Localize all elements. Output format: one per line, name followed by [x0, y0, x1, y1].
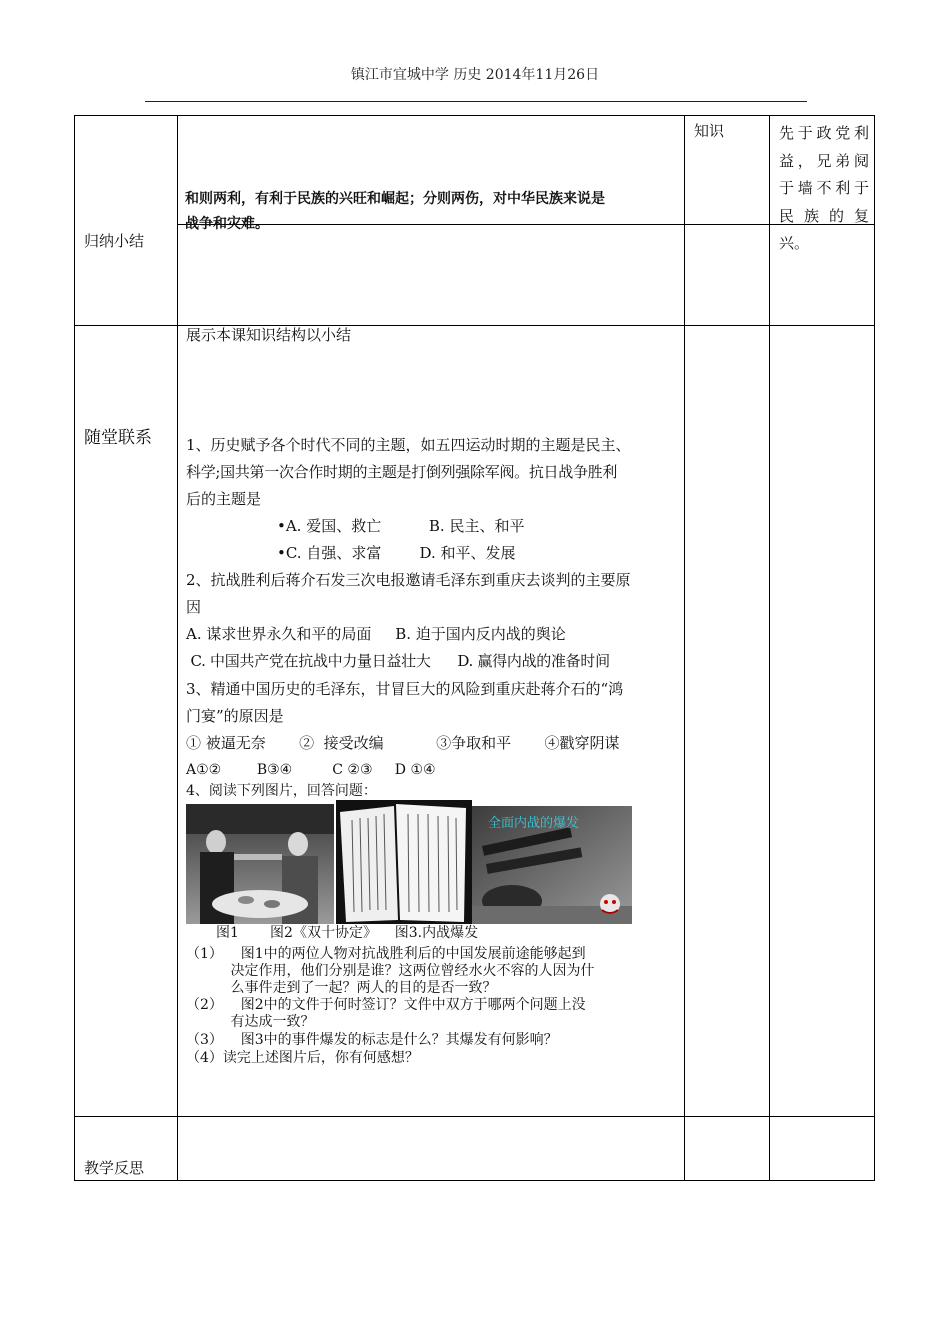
sub-question-2b: 有达成一致？ — [186, 1014, 315, 1030]
sub-question-1a: （1） 图1中的两位人物对抗战胜利后的中国发展前途能够起到 — [186, 946, 586, 962]
q1-options-2: •C. 自强、求富 D. 和平、发展 — [277, 544, 516, 562]
summary-note-line-1: 先于政党利 — [779, 124, 869, 142]
summary-note-line-2: 益，兄弟阋 — [779, 151, 869, 170]
q3-options-1: ① 被逼无奈 ② 接受改编 ③争取和平 ④戳穿阴谋 — [186, 734, 620, 752]
knowledge-label: 知识 — [694, 122, 725, 140]
q1-line-1: 1、历史赋予各个时代不同的主题，如五四运动时期的主题是民主、 — [186, 436, 631, 454]
q2-options-2: C. 中国共产党在抗战中力量日益壮大 D. 赢得内战的准备时间 — [186, 652, 610, 670]
q1-line-2: 科学;国共第一次合作时期的主题是打倒列强除军阀。抗日战争胜利 — [186, 463, 618, 481]
summary-note-line-4: 民 族 的 复 — [779, 206, 869, 225]
q2-options-1: A. 谋求世界永久和平的局面 B. 迫于国内反内战的舆论 — [186, 625, 566, 643]
col-border-left — [74, 115, 75, 1181]
q1-options-1: •A. 爱国、救亡 B. 民主、和平 — [277, 517, 525, 535]
summary-note-line-3: 于墙不利于 — [779, 179, 869, 197]
figure-2-graphic — [336, 800, 472, 924]
q1-line-3: 后的主题是 — [186, 490, 262, 508]
header-text: 镇江市宜城中学 历史 2014年11月26日 — [350, 67, 600, 83]
summary-label: 归纳小结 — [84, 232, 145, 250]
summary-note — [779, 120, 869, 258]
figure-2-document — [336, 800, 472, 924]
figure-3-overlay-title: 全面内战的爆发 — [488, 816, 580, 831]
col-border-3 — [769, 115, 770, 1181]
practice-intro: 展示本课知识结构以小结 — [186, 326, 352, 344]
q3-options-2: A①② B③④ C ②③ D ①④ — [186, 762, 436, 778]
table-top-border — [74, 115, 874, 116]
q2-line-1: 2、抗战胜利后蒋介石发三次电报邀请毛泽东到重庆去谈判的主要原 — [186, 571, 631, 589]
sub-question-1c: 么事件走到了一起？两人的目的是否一致？ — [186, 980, 497, 996]
col-border-right — [874, 115, 875, 1181]
summary-bold-line-2: 战争和灾难。 — [185, 216, 269, 232]
figure-captions: 图1 图2《双十协定》 图3.内战爆发 — [216, 925, 479, 941]
q3-line-1: 3、精通中国历史的毛泽东，甘冒巨大的风险到重庆赴蒋介石的“鸿 — [186, 680, 624, 698]
q2-line-2: 因 — [186, 598, 202, 616]
sub-question-2a: （2） 图2中的文件于何时签订？文件中双方于哪两个问题上没 — [186, 997, 586, 1013]
header-rule — [145, 101, 807, 102]
summary-bold-line-1: 和则两利，有利于民族的兴旺和崛起；分则两伤，对中华民族来说是 — [185, 191, 605, 207]
practice-label: 随堂联系 — [84, 428, 152, 448]
row-divider-2 — [74, 1116, 874, 1117]
figure-1-graphic — [186, 804, 334, 924]
col-border-1 — [177, 115, 178, 1181]
summary-note-line-5: 兴。 — [779, 234, 810, 252]
reflection-label: 教学反思 — [84, 1159, 145, 1177]
sub-question-4: （4）读完上述图片后，你有何感想？ — [186, 1050, 419, 1066]
q4-title: 4、阅读下列图片，回答问题： — [186, 783, 377, 799]
sub-question-1b: 决定作用，他们分别是谁？这两位曾经水火不容的人因为什 — [186, 963, 595, 979]
q3-line-2: 门宴”的原因是 — [186, 707, 284, 725]
figure-3-civil-war — [472, 806, 632, 924]
figure-1-photo — [186, 804, 334, 924]
sub-question-3: （3） 图3中的事件爆发的标志是什么？其爆发有何影响？ — [186, 1032, 558, 1048]
table-bottom-border — [74, 1180, 874, 1181]
col-border-2 — [684, 115, 685, 1181]
